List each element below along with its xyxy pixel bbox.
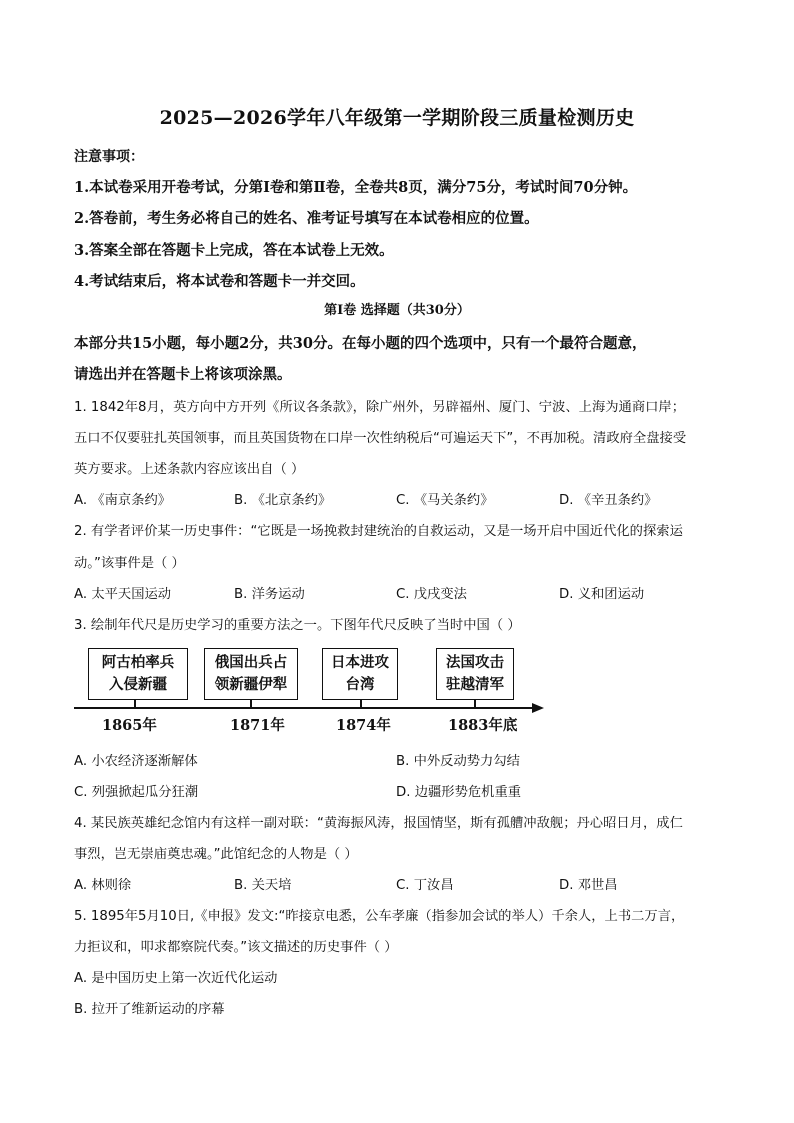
question-4-text: 4. 某民族英雄纪念馆内有这样一副对联：“黄海振风涛，报国情坚，斯有孤艚冲敌舰；丹心昭日月，成仁 [74,816,683,831]
timeline-event-text: 驻越清军 [446,676,504,693]
question-3-option-c[interactable]: C. 列强掀起瓜分狂潮 [74,785,199,800]
question-2-option-b[interactable]: B. 洋务运动 [234,587,305,602]
timeline-event-text: 日本进攻 [331,654,389,671]
notice-item: 1.本试卷采用开卷考试，分第Ⅰ卷和第Ⅱ卷，全卷共8页，满分75分，考试时间70分钟。 [74,179,638,196]
timeline-event-box [322,648,398,700]
question-5-text: 力拒议和，叩求都察院代奏。”该文描述的历史事件（ ） [74,940,398,955]
question-1-option-d[interactable]: D. 《辛丑条约》 [559,493,658,508]
question-2-text: 2. 有学者评价某一历史事件：“它既是一场挽救封建统治的自救运动，又是一场开启中国近代化的探索运 [74,524,683,539]
timeline-figure [60,642,560,732]
timeline-event-text: 阿古柏率兵 [101,654,175,671]
timeline-year: 1871年 [230,717,285,734]
section-intro: 请选出并在答题卡上将该项涂黑。 [74,366,292,383]
question-3-option-b[interactable]: B. 中外反动势力勾结 [396,754,520,769]
timeline-event-text: 俄国出兵占 [214,654,288,671]
question-4-option-c[interactable]: C. 丁汝昌 [396,878,454,893]
timeline-event-text: 法国攻击 [446,654,504,671]
question-2-option-c[interactable]: C. 戊戌变法 [396,587,467,602]
question-3-text: 3. 绘制年代尺是历史学习的重要方法之一。下图年代尺反映了当时中国（ ） [74,618,521,633]
question-1-text: 英方要求。上述条款内容应该出自（ ） [74,462,305,477]
question-1-text: 1. 1842年8月，英方向中方开列《所议各条款》，除广州外，另辟福州、厦门、宁波、上海为通商口岸； [74,400,686,415]
section-heading: 第Ⅰ卷 选择题（共30分） [324,303,470,318]
notice-heading: 注意事项： [74,149,144,165]
timeline-arrow-icon [532,703,544,713]
question-3-option-d[interactable]: D. 边疆形势危机重重 [396,785,522,800]
question-1-option-c[interactable]: C. 《马关条约》 [396,493,494,508]
timeline-event-box [436,648,514,700]
question-3-option-a[interactable]: A. 小农经济逐渐解体 [74,754,198,769]
timeline-year: 1883年底 [448,717,518,734]
question-4-option-b[interactable]: B. 关天培 [234,878,292,893]
question-4-option-a[interactable]: A. 林则徐 [74,878,132,893]
question-4-text: 事烈，岂无崇庙奠忠魂。”此馆纪念的人物是（ ） [74,847,358,862]
timeline-event-box [204,648,298,700]
question-2-option-d[interactable]: D. 义和团运动 [559,587,645,602]
timeline-event-text: 领新疆伊犁 [214,676,288,693]
notice-item: 2.答卷前，考生务必将自己的姓名、准考证号填写在本试卷相应的位置。 [74,210,539,227]
exam-title: 2025—2026学年八年级第一学期阶段三质量检测历史 [159,107,635,129]
question-5-option-b[interactable]: B. 拉开了维新运动的序幕 [74,1002,225,1017]
question-5-option-a[interactable]: A. 是中国历史上第一次近代化运动 [74,971,278,986]
question-5-text: 5. 1895年5月10日,《申报》发文:“昨接京电悉，公车孝廉（指参加会试的举人）千余人，上书二万言， [74,909,685,924]
timeline-year: 1865年 [102,717,157,734]
timeline-event-text: 入侵新疆 [109,676,167,693]
question-2-text: 动。”该事件是（ ） [74,556,185,571]
notice-item: 4.考试结束后，将本试卷和答题卡一并交回。 [74,273,365,290]
timeline-event-text: 台湾 [345,676,375,693]
question-1-text: 五口不仅要驻扎英国领事，而且英国货物在口岸一次性纳税后“可遍运天下”，不再加税。清政府全盘接受 [74,431,687,446]
question-4-option-d[interactable]: D. 邓世昌 [559,878,618,893]
timeline-event-box [88,648,188,700]
timeline-year: 1874年 [336,717,391,734]
timeline-axis [74,707,534,709]
question-1-option-b[interactable]: B. 《北京条约》 [234,493,332,508]
section-intro: 本部分共15小题，每小题2分，共30分。在每小题的四个选项中，只有一个最符合题意， [74,335,647,352]
notice-item: 3.答案全部在答题卡上完成，答在本试卷上无效。 [74,242,394,259]
question-2-option-a[interactable]: A. 太平天国运动 [74,587,172,602]
question-1-option-a[interactable]: A. 《南京条约》 [74,493,172,508]
